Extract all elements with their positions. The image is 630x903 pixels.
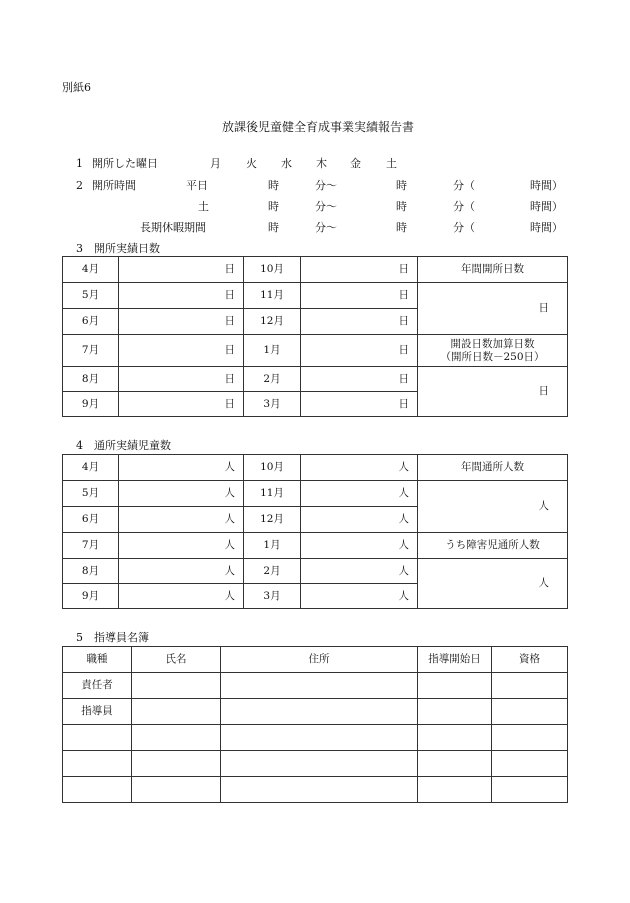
month-cell: 2月 — [244, 367, 301, 392]
hours-holiday-m1: 分～ — [315, 221, 337, 234]
month-cell: 11月 — [244, 283, 301, 309]
start-date-cell[interactable] — [418, 725, 492, 751]
section-5-title: 5 指導員名簿 — [76, 631, 149, 644]
hours-weekday-m2: 分（ — [453, 179, 475, 192]
day-input-cell[interactable]: 日 — [119, 309, 244, 335]
day-thu: 木 — [316, 157, 327, 170]
hours-saturday-m2: 分（ — [453, 200, 475, 213]
day-input-cell[interactable]: 日 — [119, 392, 244, 417]
header-start-date: 指導開始日 — [418, 647, 492, 673]
table-row — [63, 777, 568, 803]
hours-holiday-label: 長期休暇期間 — [140, 221, 206, 234]
table-row — [63, 455, 568, 481]
hours-saturday-m1: 分～ — [315, 200, 337, 213]
table-row — [63, 673, 568, 699]
table-row — [63, 335, 568, 367]
month-cell: 8月 — [63, 367, 119, 392]
day-input-cell[interactable]: 日 — [301, 257, 418, 283]
hours-weekday-h1: 時 — [268, 179, 279, 192]
table-row — [63, 367, 568, 392]
count-input-cell[interactable]: 人 — [119, 559, 244, 584]
month-cell: 3月 — [244, 392, 301, 417]
count-input-cell[interactable]: 人 — [301, 559, 418, 584]
hours-weekday-m1: 分～ — [315, 179, 337, 192]
section-1-label: 開所した曜日 — [92, 157, 158, 170]
hours-holiday-h1: 時 — [268, 221, 279, 234]
header-qualification: 資格 — [492, 647, 568, 673]
table-row — [63, 725, 568, 751]
qualification-cell[interactable] — [492, 751, 568, 777]
address-cell[interactable] — [221, 673, 418, 699]
hours-holiday-h2: 時 — [396, 221, 407, 234]
qualification-cell[interactable] — [492, 777, 568, 803]
day-input-cell[interactable]: 日 — [301, 335, 418, 367]
address-cell[interactable] — [221, 751, 418, 777]
name-cell[interactable] — [132, 751, 221, 777]
header-job-type: 職種 — [63, 647, 132, 673]
table-row — [63, 699, 568, 725]
qualification-cell[interactable] — [492, 725, 568, 751]
day-tue: 火 — [246, 157, 257, 170]
month-cell: 12月 — [244, 309, 301, 335]
header-name: 氏名 — [132, 647, 221, 673]
day-fri: 金 — [350, 157, 361, 170]
month-cell: 9月 — [63, 392, 119, 417]
month-cell: 1月 — [244, 533, 301, 559]
day-sat: 土 — [386, 157, 397, 170]
disabled-children-value[interactable]: 人 — [418, 559, 568, 609]
day-input-cell[interactable]: 日 — [301, 283, 418, 309]
start-date-cell[interactable] — [418, 777, 492, 803]
hours-holiday-m2: 分（ — [453, 221, 475, 234]
section-3-title: 3 開所実績日数 — [76, 242, 160, 255]
added-days-label — [418, 335, 568, 367]
month-cell: 9月 — [63, 584, 119, 609]
header-address: 住所 — [221, 647, 418, 673]
name-cell[interactable] — [132, 777, 221, 803]
month-cell: 5月 — [63, 481, 119, 507]
month-cell: 8月 — [63, 559, 119, 584]
address-cell[interactable] — [221, 777, 418, 803]
start-date-cell[interactable] — [418, 673, 492, 699]
month-cell: 5月 — [63, 283, 119, 309]
day-input-cell[interactable]: 日 — [119, 257, 244, 283]
day-input-cell[interactable]: 日 — [301, 309, 418, 335]
month-cell: 6月 — [63, 309, 119, 335]
days-open-table — [62, 256, 568, 417]
job-type-cell[interactable] — [63, 725, 132, 751]
section-2-label: 開所時間 — [92, 179, 136, 192]
hours-weekday-h2: 時 — [396, 179, 407, 192]
added-days-label-line2: （開所日数－250日） — [440, 350, 545, 363]
document-title: 放課後児童健全育成事業実績報告書 — [222, 120, 415, 134]
section-2-number: 2 — [76, 179, 83, 192]
added-days-value[interactable]: 日 — [418, 367, 568, 417]
count-input-cell[interactable]: 人 — [301, 481, 418, 507]
name-cell[interactable] — [132, 725, 221, 751]
qualification-cell[interactable] — [492, 673, 568, 699]
job-type-cell[interactable] — [63, 751, 132, 777]
table-header-row — [63, 647, 568, 673]
hours-saturday-h2: 時 — [396, 200, 407, 213]
month-cell: 12月 — [244, 507, 301, 533]
job-type-cell: 責任者 — [63, 673, 132, 699]
count-input-cell[interactable]: 人 — [119, 455, 244, 481]
staff-roster-table — [62, 646, 568, 803]
table-row — [63, 283, 568, 309]
month-cell: 2月 — [244, 559, 301, 584]
count-input-cell[interactable]: 人 — [119, 481, 244, 507]
annual-days-value[interactable]: 日 — [418, 283, 568, 335]
day-input-cell[interactable]: 日 — [301, 367, 418, 392]
month-cell: 10月 — [244, 257, 301, 283]
section-4-title: 4 通所実績児童数 — [76, 439, 171, 452]
month-cell: 7月 — [63, 335, 119, 367]
hours-saturday-total: 時間） — [530, 200, 563, 213]
hours-saturday-label: 土 — [198, 200, 209, 213]
table-row — [63, 559, 568, 584]
count-input-cell[interactable]: 人 — [301, 533, 418, 559]
table-row — [63, 257, 568, 283]
hours-weekday-label: 平日 — [186, 179, 208, 192]
hours-holiday-total: 時間） — [530, 221, 563, 234]
name-cell[interactable] — [132, 699, 221, 725]
month-cell: 11月 — [244, 481, 301, 507]
month-cell: 6月 — [63, 507, 119, 533]
count-input-cell[interactable]: 人 — [301, 507, 418, 533]
day-input-cell[interactable]: 日 — [301, 392, 418, 417]
day-wed: 水 — [281, 157, 292, 170]
month-cell: 7月 — [63, 533, 119, 559]
attachment-label: 別紙6 — [62, 81, 91, 94]
start-date-cell[interactable] — [418, 699, 492, 725]
count-input-cell[interactable]: 人 — [119, 584, 244, 609]
month-cell: 3月 — [244, 584, 301, 609]
count-input-cell[interactable]: 人 — [301, 455, 418, 481]
hours-weekday-total: 時間） — [530, 179, 563, 192]
count-input-cell[interactable]: 人 — [301, 584, 418, 609]
annual-days-label: 年間開所日数 — [418, 257, 568, 283]
day-mon: 月 — [210, 157, 221, 170]
table-row — [63, 533, 568, 559]
job-type-cell[interactable] — [63, 777, 132, 803]
table-row — [63, 751, 568, 777]
address-cell[interactable] — [221, 725, 418, 751]
month-cell: 1月 — [244, 335, 301, 367]
children-attendance-table — [62, 454, 568, 609]
count-input-cell[interactable]: 人 — [119, 507, 244, 533]
start-date-cell[interactable] — [418, 751, 492, 777]
added-days-label-line1: 開設日数加算日数 — [450, 337, 535, 350]
month-cell: 4月 — [63, 257, 119, 283]
day-input-cell[interactable]: 日 — [119, 367, 244, 392]
count-input-cell[interactable]: 人 — [119, 533, 244, 559]
annual-children-label: 年間通所人数 — [418, 455, 568, 481]
month-cell: 4月 — [63, 455, 119, 481]
section-1-number: 1 — [76, 157, 83, 170]
annual-children-value[interactable]: 人 — [418, 481, 568, 533]
address-cell[interactable] — [221, 699, 418, 725]
hours-saturday-h1: 時 — [268, 200, 279, 213]
month-cell: 10月 — [244, 455, 301, 481]
day-input-cell[interactable]: 日 — [119, 335, 244, 367]
disabled-children-label: うち障害児通所人数 — [418, 533, 568, 559]
qualification-cell[interactable] — [492, 699, 568, 725]
table-row — [63, 481, 568, 507]
day-input-cell[interactable]: 日 — [119, 283, 244, 309]
name-cell[interactable] — [132, 673, 221, 699]
job-type-cell: 指導員 — [63, 699, 132, 725]
